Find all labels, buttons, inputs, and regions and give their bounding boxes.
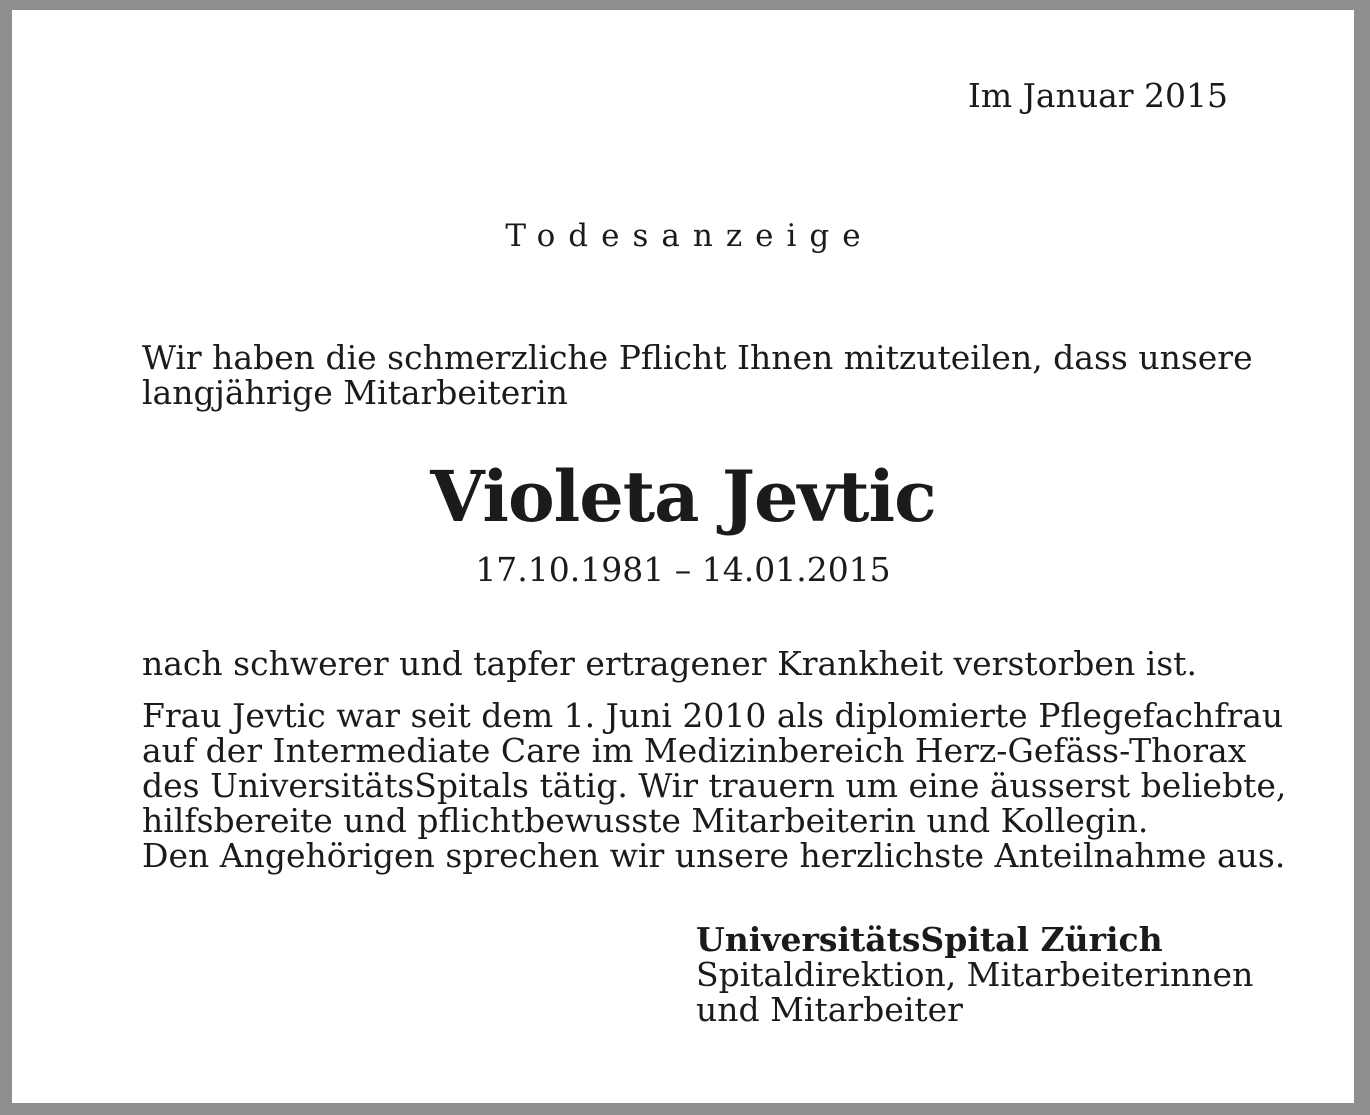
signature-line: und Mitarbeiter xyxy=(696,990,963,1029)
intro-paragraph xyxy=(142,338,1253,412)
obituary-notice-page xyxy=(12,10,1354,1103)
lifespan-dates: 17.10.1981 – 14.01.2015 xyxy=(475,550,891,589)
notice-heading: Todesanzeige xyxy=(505,218,874,254)
details-line: auf der Intermediate Care im Medizinbereich Herz-Gefäss-Thorax xyxy=(142,731,1247,770)
details-paragraph xyxy=(142,696,1287,875)
signature-block xyxy=(696,922,1256,1027)
notice-date: Im Januar 2015 xyxy=(967,76,1228,115)
details-line: des UniversitätsSpitals tätig. Wir trauern um eine äusserst beliebte, xyxy=(142,766,1287,805)
signature-organization: UniversitätsSpital Zürich xyxy=(696,920,1163,959)
signature-line: Spitaldirektion, Mitarbeiterinnen xyxy=(696,955,1254,994)
details-line: Frau Jevtic war seit dem 1. Juni 2010 als diplomierte Pflegefachfrau xyxy=(142,696,1284,735)
after-name-line: nach schwerer und tapfer ertragener Krankheit verstorben ist. xyxy=(142,644,1197,683)
deceased-name: Violeta Jevtic xyxy=(430,455,936,538)
details-line: Den Angehörigen sprechen wir unsere herzlichste Anteilnahme aus. xyxy=(142,836,1286,875)
details-line: hilfsbereite und pflichtbewusste Mitarbeiterin und Kollegin. xyxy=(142,801,1149,840)
intro-line: langjährige Mitarbeiterin xyxy=(142,373,568,412)
intro-line: Wir haben die schmerzliche Pflicht Ihnen mitzuteilen, dass unsere xyxy=(142,338,1253,377)
